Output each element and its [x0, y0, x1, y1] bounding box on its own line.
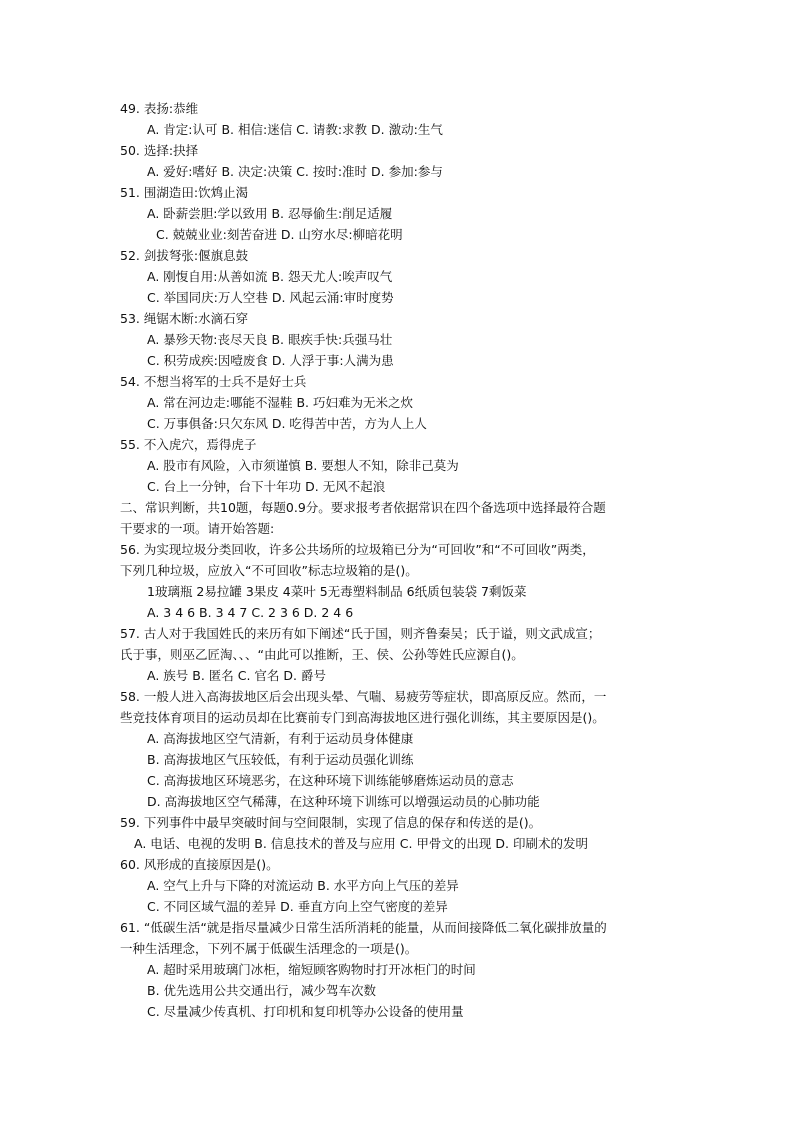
- question-line: 51. 围湖造田:饮鸩止渴: [120, 185, 249, 200]
- question-line: 54. 不想当将军的士兵不是好士兵: [120, 374, 307, 389]
- option-line: C. 不同区域气温的差异 D. 垂直方向上空气密度的差异: [147, 899, 448, 914]
- question-line: 下列几种垃圾，应放入“不可回收”标志垃圾箱的是()。: [120, 563, 418, 578]
- question-line: 57. 古人对于我国姓氏的来历有如下阐述“氏于国，则齐鲁秦吴；氏于谥，则文武成宣；: [120, 626, 601, 641]
- question-line: 干要求的一项。请开始答题:: [120, 521, 275, 536]
- option-line: D. 高海拔地区空气稀薄，在这种环境下训练可以增强运动员的心肺功能: [147, 794, 540, 809]
- question-line: 61. “低碳生活“就是指尽量减少日常生活所消耗的能量，从而间接降低二氧化碳排放量的: [120, 920, 607, 935]
- option-line: B. 优先选用公共交通出行，减少驾车次数: [147, 983, 377, 998]
- option-line: C. 积劳成疾:因噎废食 D. 人浮于事:人满为患: [147, 353, 394, 368]
- option-line: A. 超时采用玻璃门冰柜，缩短顾客购物时打开冰柜门的时间: [147, 962, 476, 977]
- option-line: C. 台上一分钟，台下十年功 D. 无风不起浪: [147, 479, 386, 494]
- option-line: 1玻璃瓶 2易拉罐 3果皮 4菜叶 5无毒塑料制品 6纸质包装袋 7剩饭菜: [147, 584, 527, 599]
- option-line: A. 电话、电视的发明 B. 信息技术的普及与应用 C. 甲骨文的出现 D. 印刷术的发明: [134, 836, 588, 851]
- option-line: B. 高海拔地区气压较低，有利于运动员强化训练: [147, 752, 414, 767]
- question-line: 53. 绳锯木断:水滴石穿: [120, 311, 249, 326]
- option-line: A. 族号 B. 匿名 C. 官名 D. 爵号: [147, 668, 326, 683]
- option-line: A. 常在河边走:哪能不湿鞋 B. 巧妇难为无米之炊: [147, 395, 413, 410]
- option-line: A. 空气上升与下降的对流运动 B. 水平方向上气压的差异: [147, 878, 459, 893]
- option-line: A. 爱好:嗜好 B. 决定:决策 C. 按时:准时 D. 参加:参与: [147, 164, 443, 179]
- option-line: A. 肯定:认可 B. 相信:迷信 C. 请教:求教 D. 激动:生气: [147, 122, 443, 137]
- option-line: A. 暴殄天物:丧尽天良 B. 眼疾手快:兵强马壮: [147, 332, 393, 347]
- option-line: C. 高海拔地区环境恶劣，在这种环境下训练能够磨炼运动员的意志: [147, 773, 514, 788]
- question-line: 56. 为实现垃圾分类回收，许多公共场所的垃圾箱已分为“可回收”和“不可回收”两类，: [120, 542, 595, 557]
- question-line: 55. 不入虎穴，焉得虎子: [120, 437, 257, 452]
- question-line: 氏于事，则巫乙匠淘、、、“由此可以推断，王、侯、公孙等姓氏应源自()。: [120, 647, 524, 662]
- question-line: 49. 表扬:恭维: [120, 101, 199, 116]
- option-line: A. 刚愎自用:从善如流 B. 怨天尤人:唉声叹气: [147, 269, 393, 284]
- question-line: 50. 选择:抉择: [120, 143, 199, 158]
- option-line: C. 尽量减少传真机、打印机和复印机等办公设备的使用量: [147, 1004, 464, 1019]
- question-line: 58. 一般人进入高海拔地区后会出现头晕、气喘、易疲劳等症状，即高原反应。然而，一: [120, 689, 607, 704]
- question-line: 60. 风形成的直接原因是()。: [120, 857, 279, 872]
- question-line: 二、常识判断，共10题，每题0.9分。要求报考者依据常识在四个备选项中选择最符合题: [120, 500, 606, 515]
- option-line: C. 兢兢业业:刻苦奋进 D. 山穷水尽:柳暗花明: [156, 227, 403, 242]
- question-line: 59. 下列事件中最早突破时间与空间限制，实现了信息的保存和传送的是()。: [120, 815, 542, 830]
- option-line: A. 卧薪尝胆:学以致用 B. 忍辱偷生:削足适履: [147, 206, 393, 221]
- question-line: 些竞技体育项目的运动员却在比赛前专门到高海拔地区进行强化训练，其主要原因是()。: [120, 710, 605, 725]
- question-line: 一种生活理念，下列不属于低碳生活理念的一项是()。: [120, 941, 418, 956]
- option-line: C. 万事俱备:只欠东风 D. 吃得苦中苦，方为人上人: [147, 416, 427, 431]
- option-line: A. 3 4 6 B. 3 4 7 C. 2 3 6 D. 2 4 6: [147, 605, 354, 620]
- option-line: A. 股市有风险，入市须谨慎 B. 要想人不知，除非己莫为: [147, 458, 459, 473]
- document-body: [120, 98, 680, 1022]
- option-line: A. 高海拔地区空气清新，有利于运动员身体健康: [147, 731, 414, 746]
- question-line: 52. 剑拔弩张:偃旗息鼓: [120, 248, 249, 263]
- option-line: C. 举国同庆:万人空巷 D. 风起云涌:审时度势: [147, 290, 394, 305]
